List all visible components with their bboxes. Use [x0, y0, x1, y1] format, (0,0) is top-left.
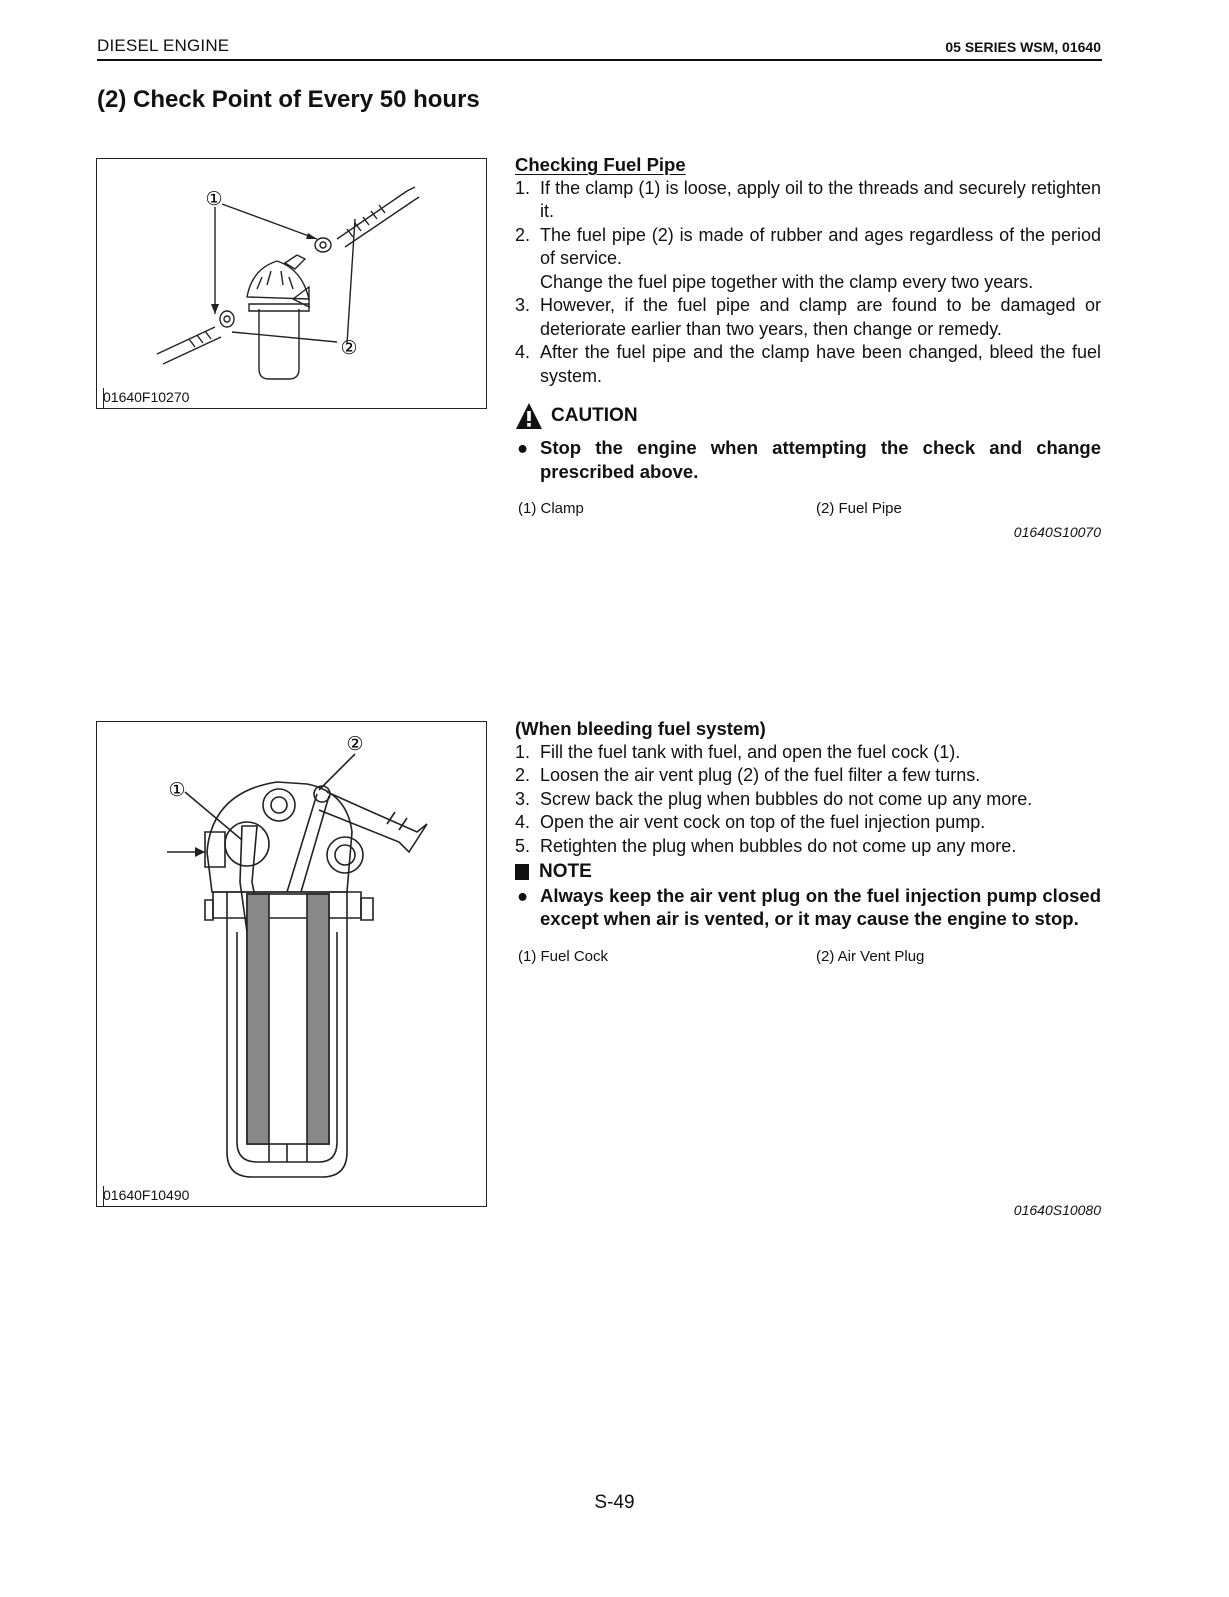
step-text: If the clamp (1) is loose, apply oil to the threads and securely retighten it. [540, 177, 1101, 221]
block-heading: (When bleeding fuel system) [515, 718, 766, 739]
figure-id: 01640F10490 [103, 1187, 190, 1203]
step-number: 4. [515, 812, 531, 832]
reference-1: (1) Fuel Cock [518, 947, 609, 965]
list-item [515, 764, 1101, 788]
step-text: However, if the fuel pipe and clamp are found to be damaged or deteriorate earlier than two years, then change or remedy. [540, 295, 1101, 339]
warning-triangle-icon [515, 402, 543, 430]
figure-fuel-filter [96, 721, 487, 1207]
fuel-pipe-illustration [97, 159, 486, 408]
header-rule [97, 59, 1102, 61]
note-bullet [515, 884, 1101, 931]
list-item [515, 177, 1101, 224]
reference-list [515, 945, 1101, 969]
list-item [515, 341, 1101, 388]
figure-id: 01640F10270 [103, 389, 190, 405]
header-manual-id: 05 SERIES WSM, 01640 [945, 39, 1101, 55]
step-text: Loosen the air vent plug (2) of the fuel filter a few turns. [540, 765, 981, 785]
list-item [515, 224, 1101, 295]
step-number: 2. [515, 765, 531, 785]
fuel-filter-illustration [97, 722, 486, 1206]
figure-fuel-pipe [96, 158, 487, 409]
note-label: NOTE [539, 861, 592, 882]
step-number: 1. [515, 741, 531, 762]
caution-text: Stop the engine when attempting the check and change prescribed above. [540, 437, 1101, 482]
step-text: Open the air vent cock on top of the fuel injection pump. [540, 812, 986, 832]
step-text: Fill the fuel tank with fuel, and open the fuel cock (1). [540, 741, 961, 762]
block-checking-fuel-pipe [515, 153, 1101, 544]
step-number: 2. [515, 224, 531, 245]
step-number: 4. [515, 342, 531, 362]
bullet-dot-icon: ● [517, 437, 529, 458]
bullet-dot-icon: ● [517, 884, 529, 906]
callout-2: ② [340, 337, 358, 359]
reference-2: (2) Air Vent Plug [816, 947, 925, 965]
step-text: The fuel pipe (2) is made of rubber and ages regardless of the period of service. [540, 224, 1101, 268]
caution-bullet [515, 436, 1101, 483]
caution-label: CAUTION [551, 405, 638, 427]
callout-2: ② [346, 733, 364, 755]
step-text: Screw back the plug when bubbles do not come up any more. [540, 788, 1033, 809]
step-text: After the fuel pipe and the clamp have been changed, bleed the fuel system. [540, 342, 1101, 386]
step-number: 3. [515, 788, 531, 809]
note-text: Always keep the air vent plug on the fuel injection pump closed except when air is vented, or it may cause the engine to stop. [540, 884, 1101, 929]
block-bleeding-fuel-system [515, 717, 1101, 968]
callout-1: ① [168, 779, 186, 801]
section-code: 01640S10080 [1013, 1202, 1101, 1218]
list-item [515, 835, 1101, 859]
step-extra-text: Change the fuel pipe together with the clamp every two years. [540, 271, 1034, 292]
note-heading [515, 860, 1101, 884]
step-number: 1. [515, 177, 531, 198]
list-item [515, 294, 1101, 341]
reference-list [515, 497, 1101, 521]
list-item [515, 811, 1101, 835]
list-item [515, 741, 1101, 765]
step-number: 5. [515, 835, 531, 856]
step-text: Retighten the plug when bubbles do not come up any more. [540, 835, 1017, 856]
steps-list [515, 177, 1101, 389]
reference-2: (2) Fuel Pipe [816, 500, 902, 517]
list-item [515, 788, 1101, 812]
reference-1: (1) Clamp [518, 500, 584, 517]
page-title: (2) Check Point of Every 50 hours [97, 86, 480, 113]
page-number: S-49 [594, 1492, 635, 1513]
note-square-icon [515, 864, 529, 880]
section-code: 01640S10070 [1013, 523, 1101, 540]
step-number: 3. [515, 295, 531, 315]
callout-1: ① [205, 188, 223, 210]
block-heading: Checking Fuel Pipe [515, 154, 686, 175]
header-section-title: DIESEL ENGINE [97, 36, 230, 55]
caution-heading [515, 400, 1101, 432]
steps-list [515, 741, 1101, 859]
